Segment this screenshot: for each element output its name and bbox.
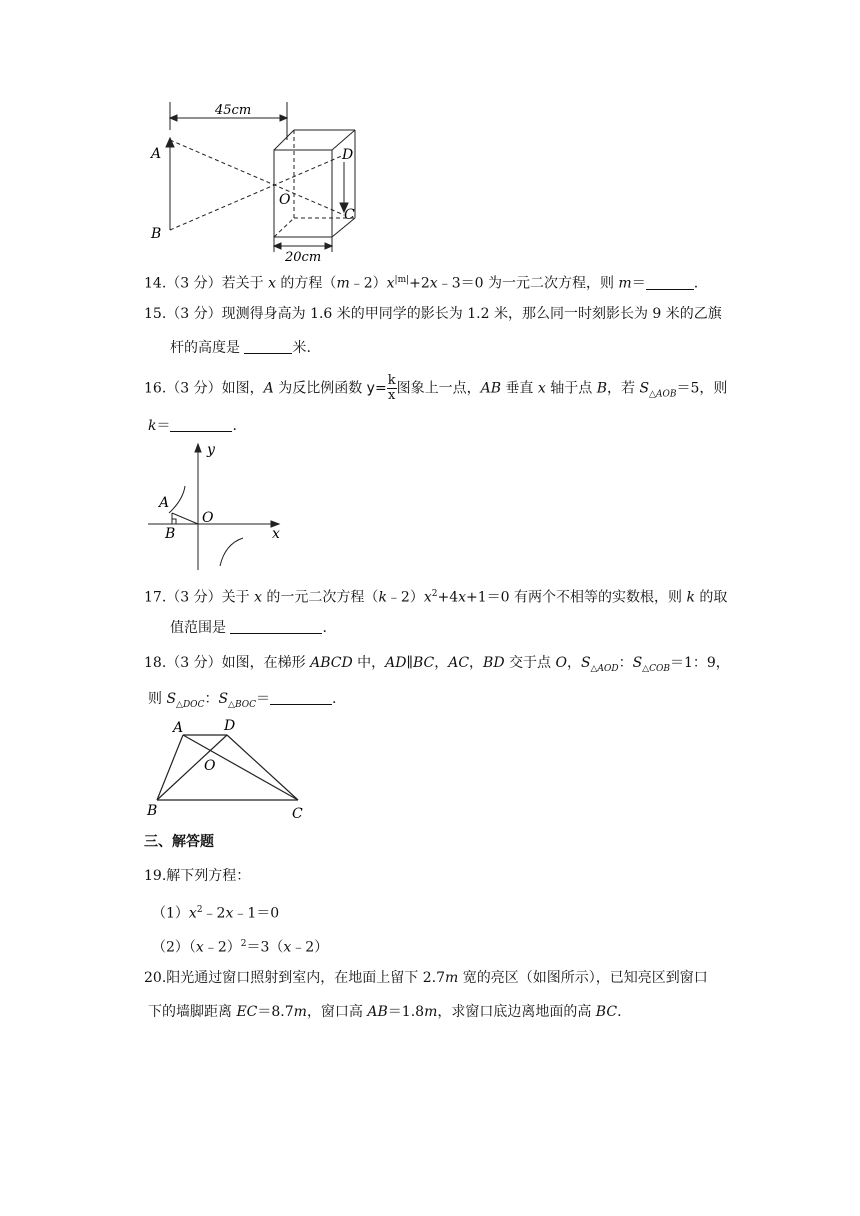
q15-text: 米.: [292, 340, 311, 356]
answer-blank[interactable]: [230, 619, 322, 634]
fig13-label-A: A: [151, 146, 162, 162]
q16-end: .: [232, 418, 237, 434]
q18-text: 中，: [352, 655, 386, 671]
var-k: k: [378, 589, 387, 606]
q16-text: 为反比例函数: [273, 380, 367, 397]
question-17: [144, 584, 727, 608]
fig16-label-y: y: [207, 442, 215, 458]
q15-line1: 现测得身高为 1.6 米的甲同学的影长为 1.2 米，那么同一时刻影长为 9 米的乙旗: [221, 306, 722, 322]
fig13-bottom-label: 20cm: [285, 250, 322, 262]
subscript: △DOC: [176, 699, 205, 710]
question-14: [144, 270, 698, 294]
q15-score: （3 分）: [166, 306, 222, 322]
q17-text: +4: [437, 589, 459, 606]
q14-text: ＝: [631, 275, 646, 292]
var-x: x: [268, 275, 276, 292]
question-19-part2: [152, 934, 328, 958]
var-x: x: [254, 589, 262, 606]
figure-q13-pinhole: [140, 100, 370, 262]
q18-text: ，: [469, 655, 484, 671]
fig16-label-x: x: [272, 526, 280, 542]
q20-text: ，求窗口底边离地面的高: [437, 1004, 596, 1020]
var-O: O: [555, 655, 567, 671]
q18-score: （3 分）: [166, 655, 222, 671]
var-x: x: [429, 275, 438, 292]
equals: =: [374, 380, 387, 397]
figure-q18-trapezoid: [145, 715, 315, 823]
var-x: x: [225, 905, 234, 922]
q19-text: （2）（: [152, 939, 196, 956]
var-BC: BC: [595, 1004, 618, 1020]
figure-q16-hyperbola: [145, 440, 285, 572]
q18-text: 则: [148, 691, 167, 707]
q17-score: （3 分）: [166, 589, 222, 606]
var-ABCD: ABCD: [310, 655, 353, 671]
q18-text: ＝: [256, 691, 271, 707]
subscript: △AOD: [590, 663, 619, 674]
var-m: m: [424, 1004, 438, 1020]
q19-text: ＝3（: [246, 939, 284, 956]
q19-text: （1）: [152, 905, 189, 922]
q20-text: 下的墙脚距离: [148, 1004, 237, 1020]
q17-text: 的取: [694, 589, 728, 606]
var-x: x: [386, 275, 395, 292]
q20-end: .: [617, 1004, 622, 1020]
q16-text: 如图，: [221, 380, 264, 397]
var-S: S: [580, 655, 591, 671]
q19-text: ﹣2: [202, 905, 226, 922]
question-15: [144, 304, 722, 324]
q18-number: 18.: [144, 655, 167, 671]
q20-text: 阳光通过窗口照射到室内，在地面上留下 2.7: [166, 970, 445, 986]
fig16-label-A: A: [159, 495, 170, 511]
q14-text: 的方程（: [275, 275, 337, 292]
q19-text: ﹣2）: [203, 939, 241, 956]
fig18-label-D: D: [224, 718, 236, 734]
subscript: △COB: [642, 663, 670, 674]
var-AC: AC: [448, 655, 470, 671]
q18-text: ：: [618, 655, 633, 671]
q14-text: 若关于: [221, 275, 269, 292]
question-17-line2: [170, 618, 327, 638]
var-S: S: [639, 380, 650, 397]
answer-blank[interactable]: [244, 339, 292, 354]
fraction-denominator: x: [387, 388, 396, 403]
var-A: A: [263, 380, 274, 397]
var-k: k: [686, 589, 695, 606]
var-k: k: [148, 418, 157, 434]
q18-end: .: [332, 691, 337, 707]
q18-text: 交于点: [504, 655, 556, 671]
var-BD: BD: [483, 655, 505, 671]
q16-text: 图象上一点，: [396, 380, 481, 397]
q18-text: ，: [434, 655, 449, 671]
q16-text: 垂直: [500, 380, 538, 397]
fig13-label-C: C: [344, 207, 355, 223]
q17-text: +1＝0 有两个不相等的实数根，则: [466, 589, 687, 606]
q18-text: ：: [204, 691, 219, 707]
var-x: x: [195, 939, 204, 956]
q16-number: 16.: [144, 380, 167, 397]
q18-text: 如图，在梯形: [221, 655, 311, 671]
exponent: |m|: [394, 275, 410, 285]
q19-number: 19.: [144, 868, 167, 884]
exponent: 2: [431, 589, 438, 599]
q20-number: 20.: [144, 970, 167, 986]
var-m: m: [444, 970, 459, 986]
var-B: B: [596, 380, 607, 397]
var-y: y: [366, 380, 375, 397]
subscript: △BOC: [228, 699, 257, 710]
question-18-line2: [148, 689, 336, 715]
var-S: S: [166, 691, 177, 707]
fig18-label-C: C: [292, 806, 303, 822]
var-x: x: [188, 905, 197, 922]
q20-text: 宽的亮区（如图所示），已知亮区到窗口: [458, 970, 708, 986]
q16-text: ，若: [607, 380, 640, 397]
q17-text: ﹣2）: [386, 589, 424, 606]
q16-text: 轴于点: [545, 380, 597, 397]
var-S: S: [218, 691, 229, 707]
question-19-part1: [152, 900, 279, 924]
q16-text: ＝: [156, 418, 171, 434]
answer-blank[interactable]: [270, 690, 332, 705]
var-m: m: [336, 275, 350, 292]
var-AB: AB: [480, 380, 501, 397]
q14-end: .: [693, 275, 699, 292]
q19-text: ﹣2）: [291, 939, 329, 956]
q17-end: .: [322, 620, 327, 636]
var-x: x: [283, 939, 292, 956]
q16-score: （3 分）: [166, 380, 222, 397]
var-x: x: [458, 589, 467, 606]
q14-text: ﹣2）: [349, 275, 387, 292]
q17-text: 关于: [221, 589, 255, 606]
q19-text: ﹣1＝0: [233, 905, 280, 922]
var-AD: AD: [385, 655, 407, 671]
exponent: 2: [240, 939, 247, 949]
answer-blank[interactable]: [646, 275, 694, 290]
exponent: 2: [196, 905, 203, 915]
question-19: [144, 866, 250, 886]
var-x: x: [537, 380, 546, 397]
fig18-label-O: O: [204, 758, 216, 774]
fig16-label-O: O: [202, 510, 214, 526]
q20-text: ＝8.7: [257, 1004, 294, 1020]
q14-text: +2: [409, 275, 430, 292]
q17-text: 值范围是: [170, 620, 231, 636]
section-title: 三、解答题: [144, 834, 214, 850]
var-BC: BC: [412, 655, 435, 671]
q20-text: ＝1.8: [387, 1004, 425, 1020]
q16-text: ＝5，则: [676, 380, 728, 397]
q20-text: ，窗口高: [306, 1004, 368, 1020]
var-m: m: [618, 275, 632, 292]
fraction-numerator: k: [387, 373, 396, 388]
question-16: [144, 374, 727, 404]
q18-text: ＝1：9，: [669, 655, 730, 671]
fig13-label-B: B: [151, 226, 162, 242]
fig16-label-B: B: [165, 526, 176, 542]
q18-text: ，: [566, 655, 581, 671]
q17-number: 17.: [144, 589, 167, 606]
q14-score: （3 分）: [166, 275, 222, 292]
var-m: m: [293, 1004, 307, 1020]
fig13-label-D: D: [342, 147, 354, 163]
fig18-label-A: A: [173, 720, 184, 736]
var-S: S: [632, 655, 643, 671]
question-20-line2: [148, 1002, 622, 1022]
answer-blank[interactable]: [170, 417, 232, 432]
fraction-k-over-x: [387, 374, 397, 403]
q14-text: ﹣3＝0 为一元二次方程，则: [437, 275, 619, 292]
var-AB: AB: [367, 1004, 388, 1020]
fig18-label-B: B: [147, 803, 158, 819]
q17-text: 的一元二次方程（: [261, 589, 379, 606]
subscript: △AOB: [649, 389, 677, 400]
fig13-top-label: 45cm: [215, 103, 252, 118]
q15-text: 杆的高度是: [170, 340, 245, 356]
q14-number: 14.: [144, 275, 167, 292]
question-20: [144, 968, 708, 988]
question-18: [144, 653, 730, 679]
fig13-label-O: O: [279, 192, 291, 208]
q19-text: 解下列方程：: [166, 868, 251, 884]
var-EC: EC: [236, 1004, 258, 1020]
parallel-symbol: ∥: [406, 655, 413, 671]
var-x: x: [423, 589, 432, 606]
q15-number: 15.: [144, 306, 167, 322]
question-15-line2: [170, 338, 311, 358]
question-16-line2: [148, 416, 237, 436]
